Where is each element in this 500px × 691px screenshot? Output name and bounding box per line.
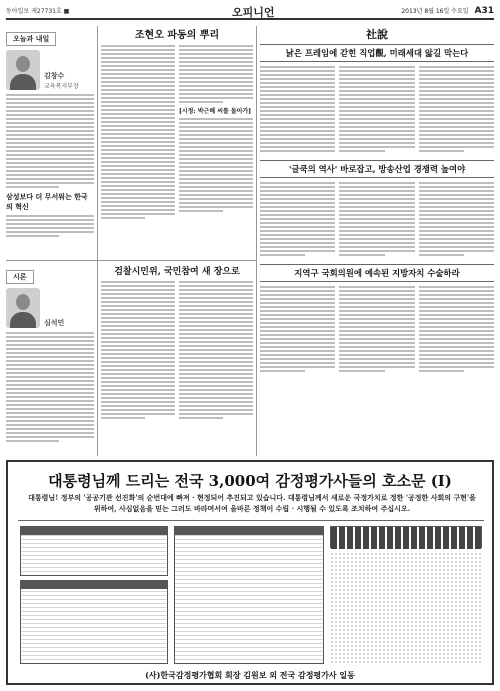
ad-table-middle [20,580,168,664]
column-highlight: 삼성보다 더 무서워는 한국의 혁신 [6,192,88,211]
opinion-article [101,264,253,456]
editorial-headline-3: 지역구 국회의원에 예속된 지방자치 수술하라 [260,264,494,282]
column-label: 오늘과 내일 [6,32,56,46]
editorial-body-3 [260,286,494,374]
editorial-body-1 [260,66,494,154]
section-title: 오피니언 [232,6,275,19]
page-number: A31 [474,6,494,16]
ad-separator [18,520,484,521]
opinion-label: 시론 [6,270,34,284]
date-text: 2013년 8월 16일 수요일 [401,8,469,15]
opinion-body-col1 [101,281,175,421]
opinion-column [6,264,94,456]
editorial-label: 社說 [366,28,388,41]
ad-table-right [330,526,482,548]
header-date [401,6,494,16]
center-subhead: [시정: 박근혜 씨를 돌아가] [179,108,252,115]
opinion-headline: 검찰시민위, 국민참여 새 장으로 [114,267,240,277]
ad-table-center [174,526,324,664]
editorial-headline-2: '글쿡의 역사' 바로잡고, 방송산업 경쟁력 높여야 [260,160,494,178]
ad-title: 대통령님께 드리는 전국 3,000여 감정평가사들의 호소문 (Ⅰ) [48,472,452,490]
column-body-text [6,94,94,188]
page-header [6,4,494,20]
advertisement [6,460,494,685]
center-article [101,26,253,258]
center-headline: 조현오 파동의 뿌리 [134,30,220,41]
ad-subtitle: 대통령님! 정부의 '공공기관 선진화'의 순번대에 빠져 · 현정되어 추진되고 있습니다. 대통령님께서 새로운 국정가치로 정한 '공정한 사회의 구현'을 위하여, 사심없음을 믿는 그러도 바라며서여 올바른 정책이 수립 · 시행될 수 있도록 조치하여 주십시오. [28,493,476,513]
column-divider [256,26,257,456]
editorial-headline-1: 낡은 프레임에 갇힌 직업觀, 미래세대 앓길 막는다 [260,44,494,62]
masthead: 동아일보 제27731호 ■ [6,8,70,15]
author-name: 김창수 [44,72,65,80]
center-body-col2 [179,45,253,221]
center-body-col1 [101,45,175,221]
opinion-author-portrait [6,288,40,328]
author-title: 교육복지부장 [44,83,79,90]
opinion-body-col2 [179,281,253,421]
author-portrait [6,50,40,90]
ad-footer: (사)한국감정평가협회 회장 김원보 외 전국 감정평가사 일동 [145,670,355,680]
opinion-author: 심석민 [44,319,65,327]
ad-table-left [20,526,168,576]
editorial-section [260,26,494,456]
opinion-body-text [6,332,94,442]
section-divider [6,260,256,261]
column-divider [97,26,98,456]
editorial-body-2 [260,182,494,258]
column-today-tomorrow [6,26,94,258]
ad-signature-list [330,552,482,664]
